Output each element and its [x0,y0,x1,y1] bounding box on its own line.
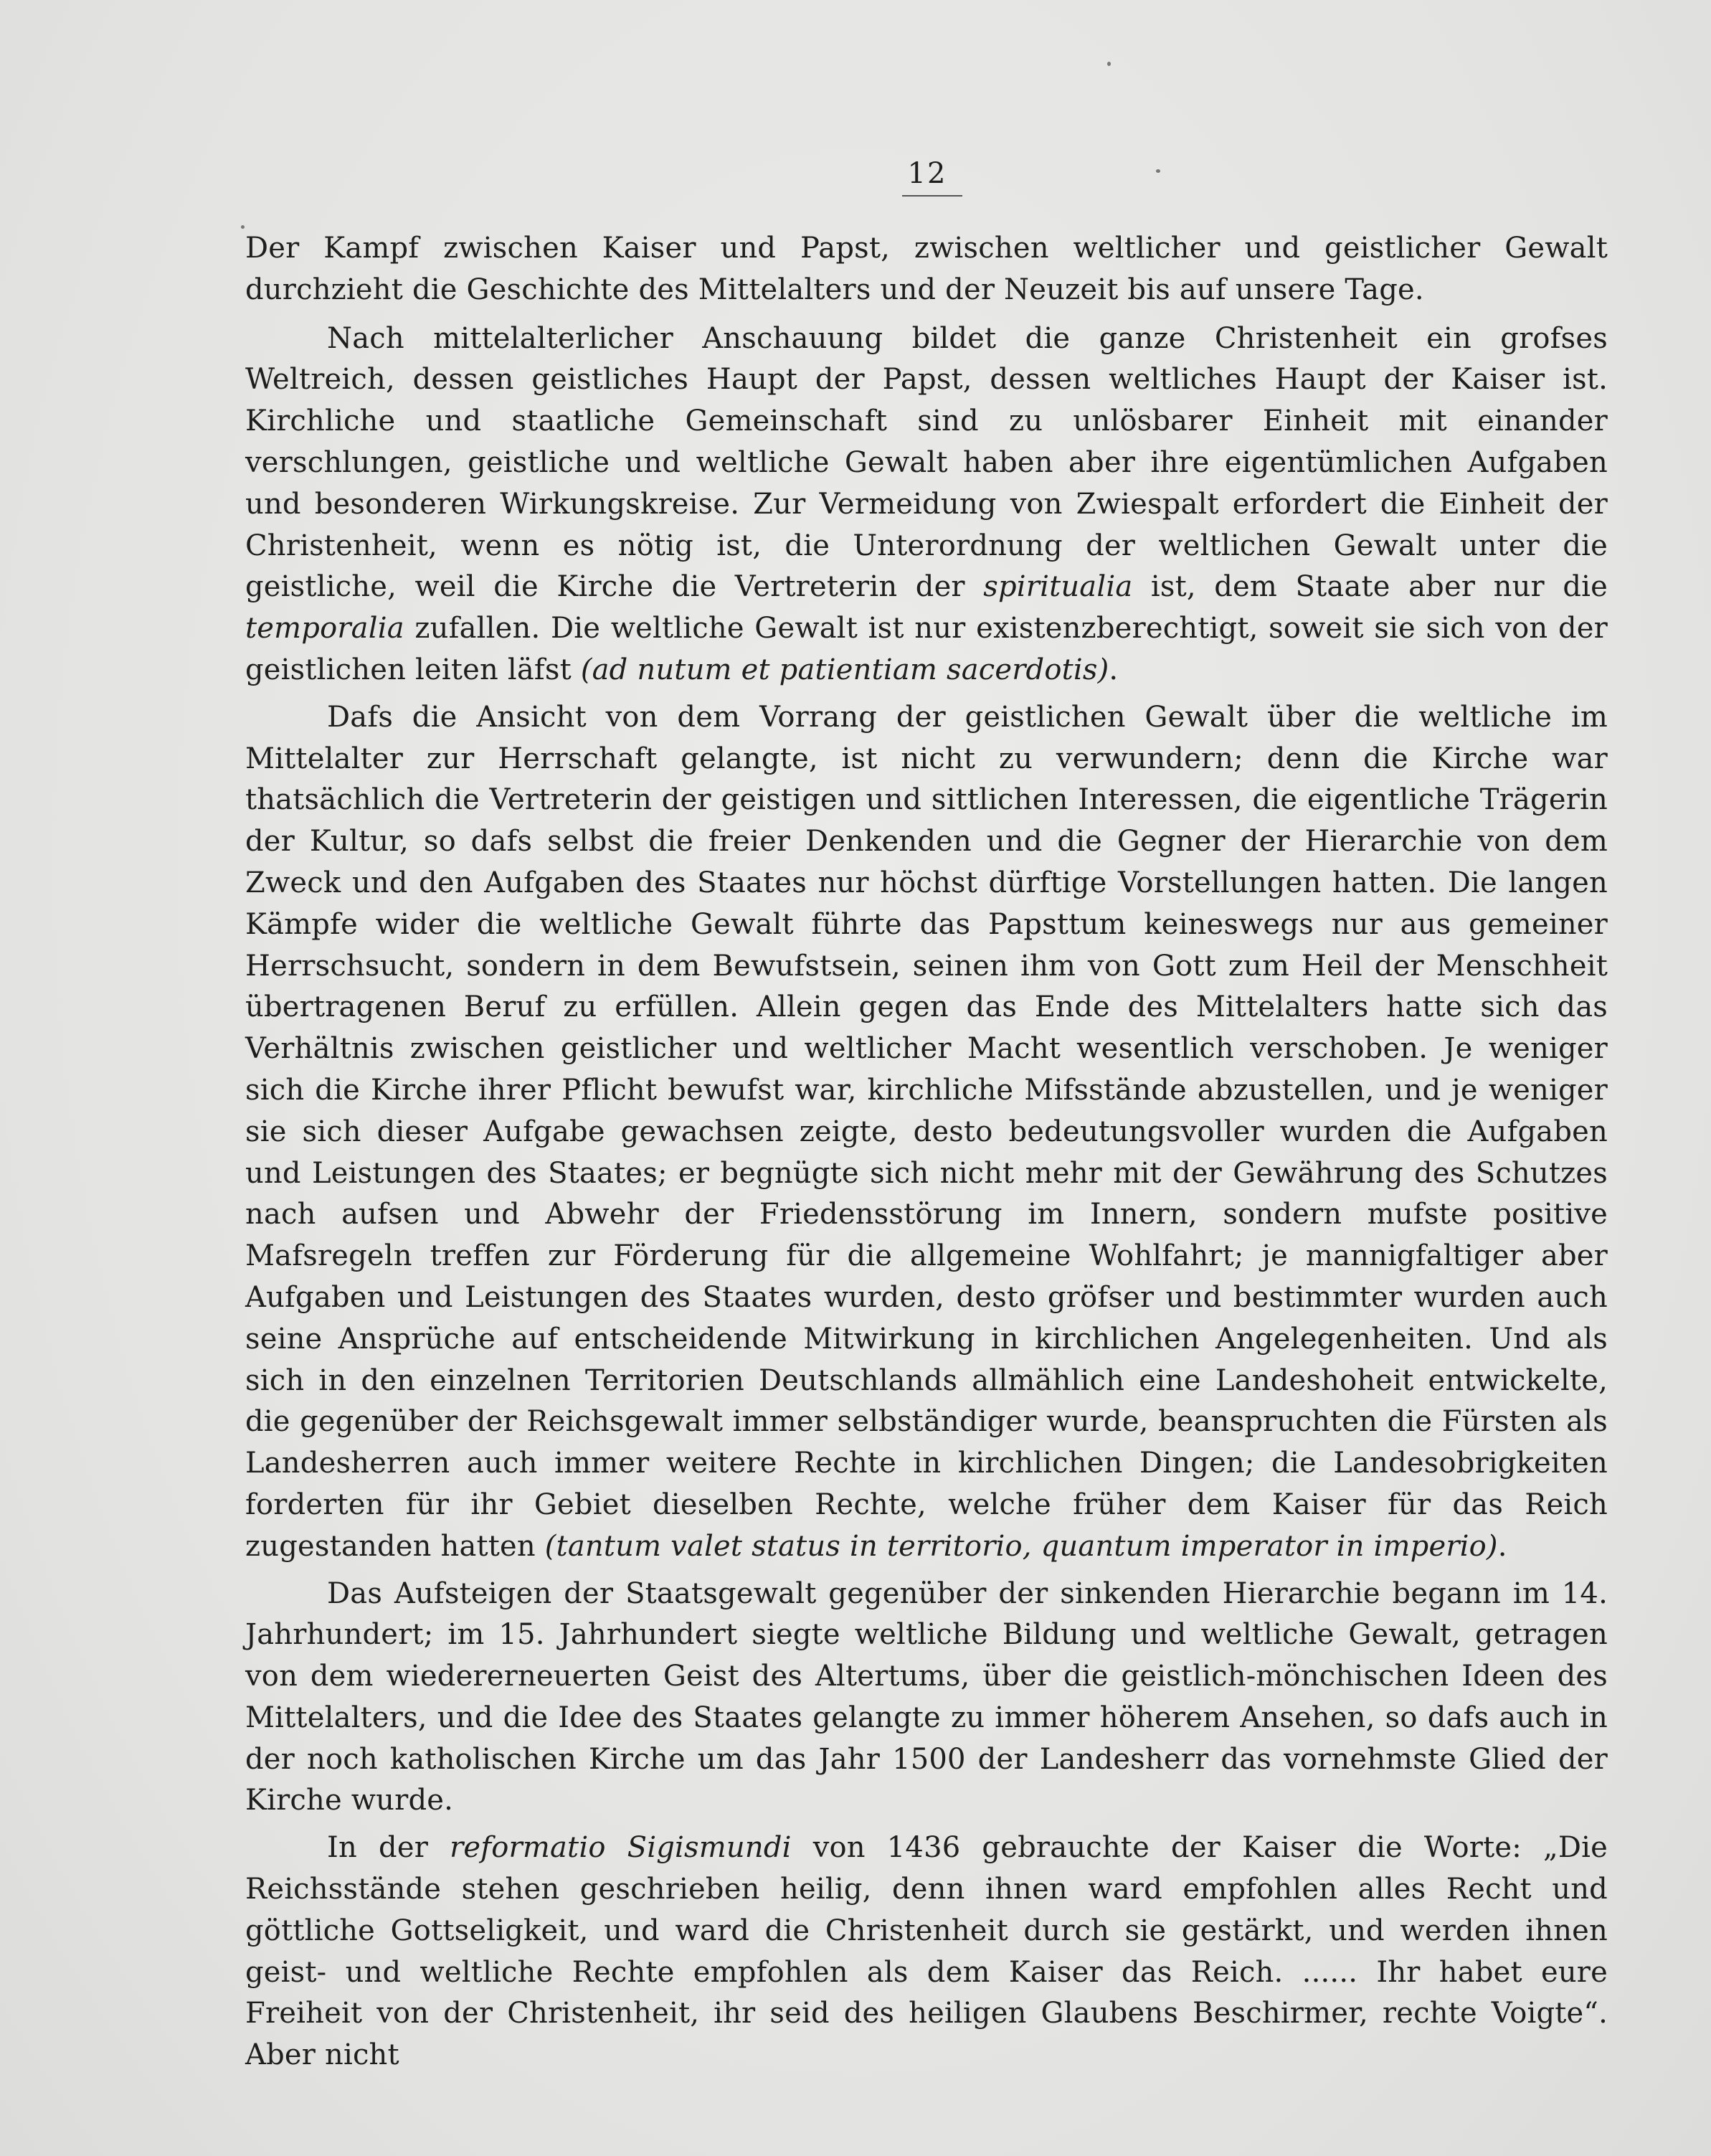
paragraph-3 [245,697,1608,1568]
text-run: ist, dem Staate aber nur die [1132,570,1608,604]
text-run: Das Aufsteigen der Staatsgewalt gegenüber der sinkenden Hierarchie begann im 14. Jahrhundert; im 15. Jahrhundert siegte weltliche Bildung und weltliche Gewalt, getragen von dem wiedererneuerten Geist des Altertums, über die geistlich-mönchischen Ideen des Mittelalters, und die Idee des Staates gelangte zu immer höherem Ansehen, so dafs auch in der noch katholischen Kirche um das Jahr 1500 der Landesherr das vornehmste Glied der Kirche wurde. [245,1576,1608,1817]
print-speck [1156,169,1160,173]
text-run: Dafs die Ansicht von dem Vorrang der geistlichen Gewalt über die weltliche im Mittelalter zur Herrschaft gelangte, ist nicht zu verwundern; denn die Kirche war thatsächlich die Vertreterin der geistigen und sittlichen Interessen, die eigentliche Trägerin der Kultur, so dafs selbst die freier Denkenden und die Gegner der Hierarchie von dem Zweck und den Aufgaben des Staates nur höchst dürftige Vorstellungen hatten. Die langen Kämpfe wider die weltliche Gewalt führte das Papsttum keineswegs nur aus gemeiner Herrschsucht, sondern in dem Bewufstsein, seinen ihm von Gott zum Heil der Menschheit übertragenen Beruf zu erfüllen. Allein gegen das Ende des Mittelalters hatte sich das Verhältnis zwischen geistlicher und weltlicher Macht wesentlich verschoben. Je weniger sich die Kirche ihrer Pflicht bewufst war, kirchliche Mifsstände abzustellen, und je weniger sie sich dieser Aufgabe gewachsen zeigte, desto bedeutungsvoller wurden die Aufgaben und Leistungen des Staates; er begnügte sich nicht mehr mit der Gewährung des Schutzes nach aufsen und Abwehr der Friedensstörung im Innern, sondern mufste positive Mafsregeln treffen zur Förderung für die allgemeine Wohlfahrt; je mannigfaltiger aber Aufgaben und Leistungen des Staates wurden, desto gröfser und bestimmter wurden auch seine Ansprüche auf entscheidende Mitwirkung in kirchlichen Angelegenheiten. Und als sich in den einzelnen Territorien Deutschlands allmählich eine Landeshoheit entwickelte, die gegenüber der Reichsgewalt immer selbständiger wurde, beanspruchten die Fürsten als Landesherren auch immer weitere Rechte in kirchlichen Dingen; die Landesobrigkeiten forderten für ihr Gebiet dieselben Rechte, welche früher dem Kaiser für das Reich zugestanden hatten [245,700,1608,1563]
text-run: . [1109,653,1119,686]
paragraph-2 [245,318,1608,691]
text-run: Nach mittelalterlicher Anschauung bildet die ganze Christenheit ein grofses Weltreich, dessen geistliches Haupt der Papst, dessen weltliches Haupt der Kaiser ist. Kirchliche und staatliche Gemeinschaft sind zu unlösbarer Einheit mit einander verschlungen, geistliche und weltliche Gewalt haben aber ihre eigentümlichen Aufgaben und besonderen Wirkungskreise. Zur Vermeidung von Zwiespalt erfordert die Einheit der Christenheit, wenn es nötig ist, die Unterordnung der weltlichen Gewalt unter die geistliche, weil die Kirche die Vertreterin der [245,321,1608,604]
text-run: zufallen. Die weltliche Gewalt ist nur existenzberechtigt, soweit sie sich von der geistlichen leiten läfst [245,612,1608,686]
paragraph-4 [245,1574,1608,1822]
body-text [245,228,1608,2082]
page-number: 12 [907,157,947,190]
text-run: von 1436 gebrauchte der Kaiser die Worte: „Die Reichsstände stehen geschrieben heilig, denn ihnen ward empfohlen alles Recht und göttliche Gottseligkeit, und ward die Christenheit durch sie gestärkt, und werden ihnen geist- und weltliche Rechte empfohlen als dem Kaiser das Reich. ...... Ihr habet eure Freiheit von der Christenheit, ihr seid des heiligen Glaubens Beschirmer, rechte Voigte“. Aber nicht [245,1831,1608,2072]
latin-quote-ad-nutum: (ad nutum et patientiam sacerdotis) [580,653,1109,686]
text-run: In der [327,1831,450,1865]
latin-term-temporalia: temporalia [245,612,404,646]
paragraph-5 [245,1828,1608,2076]
text-run: Der Kampf zwischen Kaiser und Papst, zwischen weltlicher und geistlicher Gewalt durchzieht die Geschichte des Mittelalters und der Neuzeit bis auf unsere Tage. [245,232,1608,306]
paragraph-1 [245,228,1608,311]
text-run: . [1497,1529,1507,1563]
latin-quote-tantum-valet: (tantum valet status in territorio, quantum imperator in imperio) [544,1529,1498,1563]
page-number-rule [902,195,962,197]
print-speck [241,225,245,229]
print-speck [1107,62,1111,66]
latin-term-spiritualia: spiritualia [983,570,1133,604]
latin-title-reformatio-sigismundi: reformatio Sigismundi [450,1831,792,1865]
